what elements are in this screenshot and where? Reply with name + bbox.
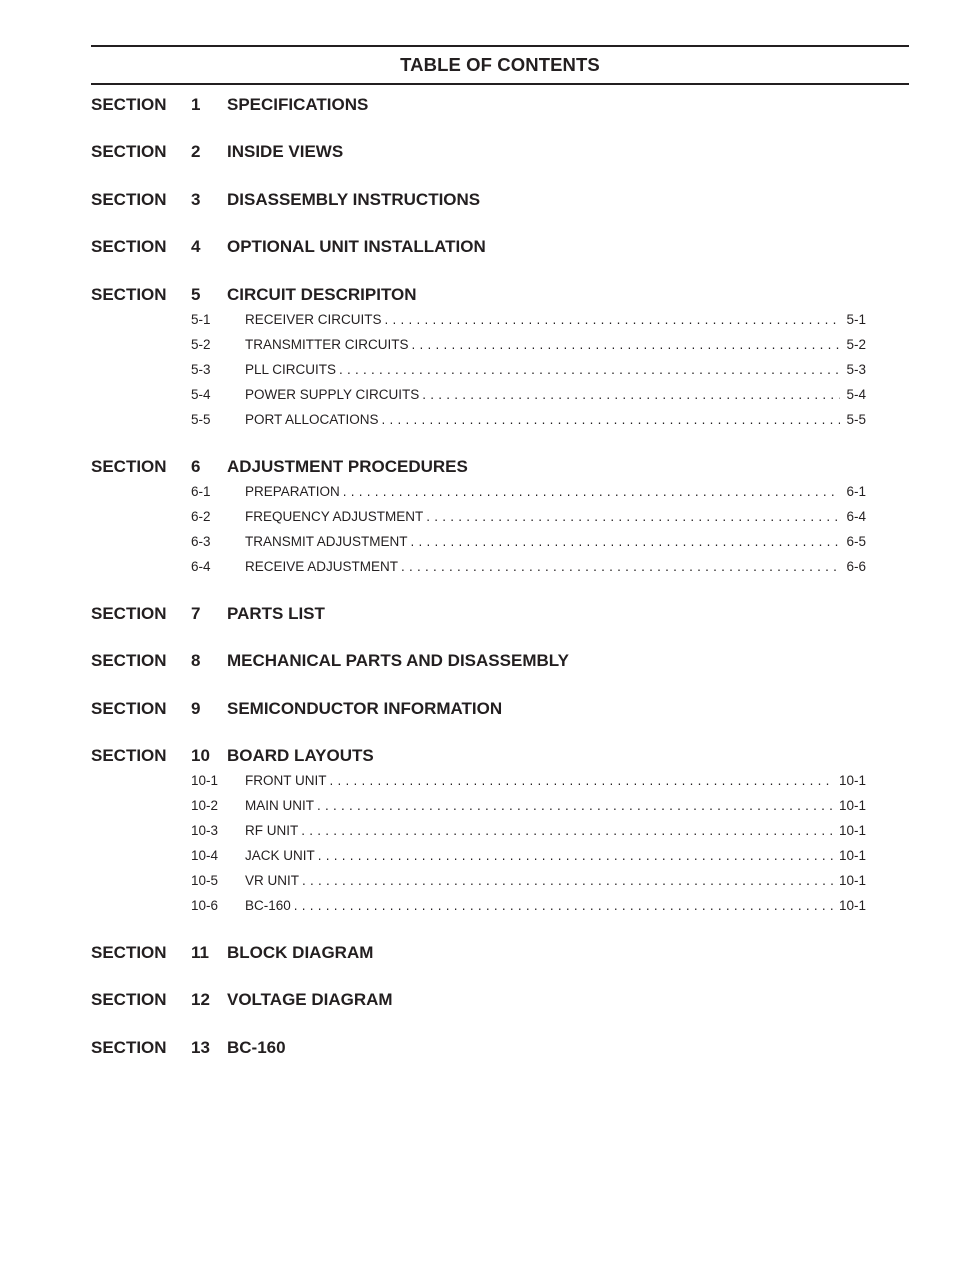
section-word: SECTION	[91, 142, 167, 161]
section-title: INSIDE VIEWS	[227, 142, 344, 161]
section-word: SECTION	[91, 1038, 167, 1057]
dot-leader	[343, 479, 841, 504]
section-title: DISASSEMBLY INSTRUCTIONS	[227, 190, 481, 209]
entry-number: 5-4	[191, 387, 211, 402]
section-title: SEMICONDUCTOR INFORMATION	[227, 699, 503, 718]
section-title: ADJUSTMENT PROCEDURES	[227, 457, 468, 476]
entry-number: 6-1	[191, 484, 211, 499]
entry-number: 10-3	[191, 823, 219, 838]
toc-entry[interactable]	[91, 382, 909, 407]
entry-number: 10-5	[191, 873, 219, 888]
entry-label: POWER SUPPLY CIRCUITS	[245, 387, 420, 402]
entry-label: TRANSMITTER CIRCUITS	[245, 337, 409, 352]
dot-leader	[385, 307, 841, 332]
section-number: 13	[191, 1038, 210, 1057]
entry-number: 6-3	[191, 534, 211, 549]
section-heading[interactable]	[91, 283, 909, 307]
entry-number: 5-3	[191, 362, 211, 377]
entry-label: BC-160	[245, 898, 291, 913]
entry-page: 6-5	[846, 534, 866, 549]
section-heading[interactable]	[91, 697, 909, 721]
toc-entry[interactable]	[91, 793, 909, 818]
entry-label: RF UNIT	[245, 823, 299, 838]
section-word: SECTION	[91, 699, 167, 718]
toc-section-8	[91, 649, 909, 673]
section-number: 11	[191, 943, 209, 962]
section-heading[interactable]	[91, 744, 909, 768]
section-number: 9	[191, 699, 201, 718]
section-title: PARTS LIST	[227, 604, 325, 623]
toc-entry[interactable]	[91, 407, 909, 432]
section-heading[interactable]	[91, 988, 909, 1012]
entry-number: 6-4	[191, 559, 211, 574]
entry-page: 10-1	[838, 873, 866, 888]
entry-number: 10-2	[191, 798, 219, 813]
dot-leader	[330, 768, 833, 793]
toc-entry[interactable]	[91, 479, 909, 504]
section-title: MECHANICAL PARTS AND DISASSEMBLY	[227, 651, 569, 670]
toc-section-7	[91, 602, 909, 626]
toc-header	[91, 45, 909, 85]
toc-section-11	[91, 941, 909, 965]
section-word: SECTION	[91, 746, 167, 765]
entry-label: RECEIVE ADJUSTMENT	[245, 559, 399, 574]
section-word: SECTION	[91, 237, 167, 256]
dot-leader	[426, 504, 840, 529]
entry-number: 5-1	[191, 312, 211, 327]
section-number: 4	[191, 237, 201, 256]
section-number: 1	[191, 95, 201, 114]
entry-page: 10-1	[838, 773, 866, 788]
title-rule	[91, 83, 909, 85]
entry-number: 5-2	[191, 337, 211, 352]
section-heading[interactable]	[91, 1036, 909, 1060]
section-title: CIRCUIT DESCRIPITON	[227, 285, 417, 304]
toc-entry[interactable]	[91, 504, 909, 529]
entry-page: 10-1	[838, 898, 866, 913]
entry-label: JACK UNIT	[245, 848, 315, 863]
toc-entry[interactable]	[91, 529, 909, 554]
toc-entry[interactable]	[91, 332, 909, 357]
section-heading[interactable]	[91, 649, 909, 673]
entry-page: 5-3	[846, 362, 866, 377]
entry-page: 5-1	[846, 312, 866, 327]
section-number: 2	[191, 142, 201, 161]
entry-page: 6-4	[846, 509, 866, 524]
entry-label: MAIN UNIT	[245, 798, 314, 813]
toc-entry[interactable]	[91, 893, 909, 918]
section-heading[interactable]	[91, 235, 909, 259]
entry-number: 10-6	[191, 898, 219, 913]
toc-entry[interactable]	[91, 307, 909, 332]
toc-section-4	[91, 235, 909, 259]
entry-page: 5-4	[846, 387, 866, 402]
toc-entry[interactable]	[91, 768, 909, 793]
entry-number: 6-2	[191, 509, 211, 524]
entry-label: TRANSMIT ADJUSTMENT	[245, 534, 408, 549]
section-number: 10	[191, 746, 210, 765]
entry-label: PORT ALLOCATIONS	[245, 412, 379, 427]
section-word: SECTION	[91, 943, 167, 962]
dot-leader	[411, 529, 841, 554]
dot-leader	[422, 382, 840, 407]
section-number: 7	[191, 604, 201, 623]
toc-section-13	[91, 1036, 909, 1060]
entry-number: 10-1	[191, 773, 219, 788]
dot-leader	[382, 407, 841, 432]
entry-page: 10-1	[838, 848, 866, 863]
section-word: SECTION	[91, 990, 167, 1009]
toc-section-5	[91, 283, 909, 432]
entry-page: 6-6	[846, 559, 866, 574]
section-word: SECTION	[91, 651, 167, 670]
toc-section-10	[91, 744, 909, 918]
toc-entry[interactable]	[91, 818, 909, 843]
section-number: 3	[191, 190, 201, 209]
dot-leader	[401, 554, 840, 579]
toc-section-1	[91, 93, 909, 117]
section-word: SECTION	[91, 604, 167, 623]
entry-label: RECEIVER CIRCUITS	[245, 312, 382, 327]
dot-leader	[294, 893, 833, 918]
toc-section-12	[91, 988, 909, 1012]
dot-leader	[318, 843, 833, 868]
page-title: TABLE OF CONTENTS	[400, 54, 600, 75]
section-word: SECTION	[91, 95, 167, 114]
toc-entry[interactable]	[91, 843, 909, 868]
entry-number: 10-4	[191, 848, 219, 863]
section-title: BLOCK DIAGRAM	[227, 943, 374, 962]
section-title: BOARD LAYOUTS	[227, 746, 374, 765]
entry-label: FREQUENCY ADJUSTMENT	[245, 509, 424, 524]
toc-section-3	[91, 188, 909, 212]
dot-leader	[301, 818, 833, 843]
section-heading[interactable]	[91, 602, 909, 626]
section-number: 5	[191, 285, 201, 304]
toc-entry[interactable]	[91, 357, 909, 382]
dot-leader	[339, 357, 840, 382]
entry-page: 5-5	[846, 412, 866, 427]
entry-page: 10-1	[838, 823, 866, 838]
section-title: BC-160	[227, 1038, 286, 1057]
entry-page: 10-1	[838, 798, 866, 813]
dot-leader	[412, 332, 841, 357]
entry-number: 5-5	[191, 412, 211, 427]
section-title: OPTIONAL UNIT INSTALLATION	[227, 237, 486, 256]
entry-label: PLL CIRCUITS	[245, 362, 337, 377]
section-heading[interactable]	[91, 188, 909, 212]
entry-page: 5-2	[846, 337, 866, 352]
entry-label: PREPARATION	[245, 484, 340, 499]
section-heading[interactable]	[91, 140, 909, 164]
section-heading[interactable]	[91, 941, 909, 965]
toc-section-9	[91, 697, 909, 721]
toc-section-2	[91, 140, 909, 164]
dot-leader	[302, 868, 833, 893]
section-title: VOLTAGE DIAGRAM	[227, 990, 393, 1009]
entry-page: 6-1	[846, 484, 866, 499]
toc-section-6	[91, 455, 909, 579]
section-word: SECTION	[91, 285, 167, 304]
dot-leader	[317, 793, 833, 818]
section-number: 6	[191, 457, 201, 476]
entry-label: FRONT UNIT	[245, 773, 327, 788]
section-number: 8	[191, 651, 201, 670]
toc-entry[interactable]	[91, 868, 909, 893]
toc-entry[interactable]	[91, 554, 909, 579]
section-heading[interactable]	[91, 93, 909, 117]
section-title: SPECIFICATIONS	[227, 95, 369, 114]
entry-label: VR UNIT	[245, 873, 299, 888]
section-number: 12	[191, 990, 210, 1009]
section-word: SECTION	[91, 190, 167, 209]
section-word: SECTION	[91, 457, 167, 476]
section-heading[interactable]	[91, 455, 909, 479]
